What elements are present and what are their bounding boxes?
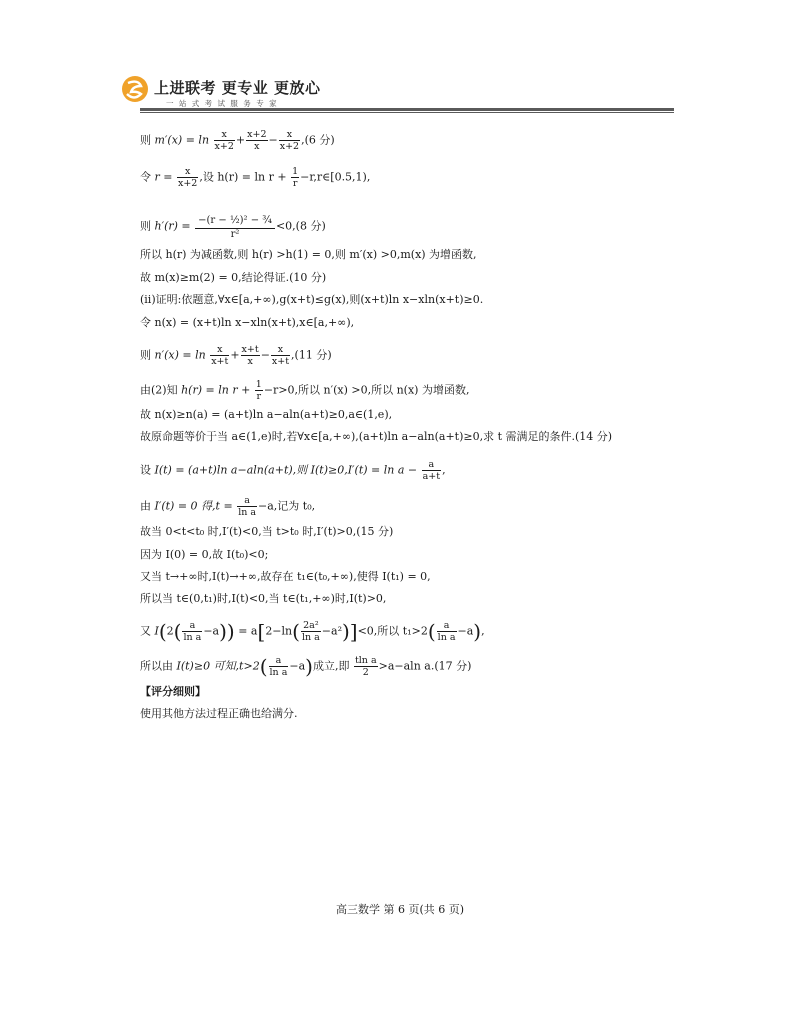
solution-line-16: 又当 t→+∞时,I(t)→+∞,故存在 t₁∈(t₀,+∞),使得 I(t₁) = 0, [140, 570, 431, 583]
solution-line-12: 设 I(t) = (a+t)ln a−aln(a+t),则 I(t)≥0,I′(t) = ln a − $\frac{a}{a+t}$ , [140, 459, 446, 482]
scoring-heading: 【评分细则】 [140, 685, 206, 698]
solution-line-18: 又 I(2( $\frac{a}{\text{ln a}}$ −a)) = a[2−ln( $\frac{\text{2a²}}{\text{ln a}}$ −a²)]<0,所以 t₁>2( $\frac{a}{\text{ln a}}$ −a), [140, 619, 485, 644]
page-footer: 高三数学 第 6 页(共 6 页) [335, 903, 465, 916]
solution-line-10: 故 n(x)≥n(a) = (a+t)ln a−aln(a+t)≥0,a∈(1,e), [140, 408, 393, 421]
solution-line-2: 令 r = $\frac{x}{x+2}$ ,设 h(r) = ln r + $\frac{1}{r}$ −r,r∈[0.5,1), [140, 166, 371, 189]
solution-line-6: (ⅱ)证明:依题意,∀x∈[a,+∞),g(x+t)≤g(x),则(x+t)ln x−xln(x+t)≥0. [140, 293, 484, 306]
brand-slogan: 一 站 式 考 试 服 务 专 家 [166, 99, 279, 108]
solution-line-1: 则 m′(x) = ln $\frac{x}{x+2}$ + $\frac{x+2}{x}$ − $\frac{x}{x+2}$ ,(6 分) [140, 129, 335, 152]
solution-line-4: 所以 h(r) 为减函数,则 h(r) >h(1) = 0,则 m′(x) >0,m(x) 为增函数, [140, 248, 477, 261]
logo-swirl-icon [120, 74, 150, 104]
solution-line-17: 所以当 t∈(0,t₁)时,I(t)<0,当 t∈(t₁,+∞)时,I(t)>0, [140, 592, 387, 605]
solution-line-19: 所以由 I(t)≥0 可知,t>2( $\frac{a}{\text{ln a}}$ −a)成立,即 $\frac{\text{tln a}}{2}$ >a−aln a.(17 分) [140, 654, 472, 679]
solution-line-11: 故原命题等价于当 a∈(1,e)时,若∀x∈[a,+∞),(a+t)ln a−aln(a+t)≥0,求 t 需满足的条件.(14 分) [140, 430, 613, 443]
solution-line-13: 由 I′(t) = 0 得,t = $\frac{a}{\text{ln a}}$ −a,记为 t₀, [140, 495, 316, 518]
solution-line-14: 故当 0<t<t₀ 时,I′(t)<0,当 t>t₀ 时,I′(t)>0,(15 分) [140, 525, 394, 538]
brand-name: 上进联考 更专业 更放心 [154, 79, 321, 97]
header-rule [140, 108, 674, 111]
solution-line-8: 则 n′(x) = ln $\frac{x}{x+t}$ + $\frac{x+t}{x}$ − $\frac{x}{x+t}$ ,(11 分) [140, 344, 332, 367]
solution-line-3: 则 h′(r) = $\frac{\text{−(r − ½)² − ¾}}{\text{r²}}$ <0,(8 分) [140, 215, 326, 240]
solution-line-15: 因为 I(0) = 0,故 I(t₀)<0; [140, 548, 269, 561]
page-header [120, 74, 680, 114]
solution-line-5: 故 m(x)≥m(2) = 0,结论得证.(10 分) [140, 271, 327, 284]
scoring-note: 使用其他方法过程正确也给满分. [140, 707, 298, 720]
solution-line-9: 由(2)知 h(r) = ln r + $\frac{1}{r}$ −r>0,所以 n′(x) >0,所以 n(x) 为增函数, [140, 379, 470, 402]
header-rule-thin [140, 112, 674, 113]
solution-line-7: 令 n(x) = (x+t)ln x−xln(x+t),x∈[a,+∞), [140, 316, 355, 329]
